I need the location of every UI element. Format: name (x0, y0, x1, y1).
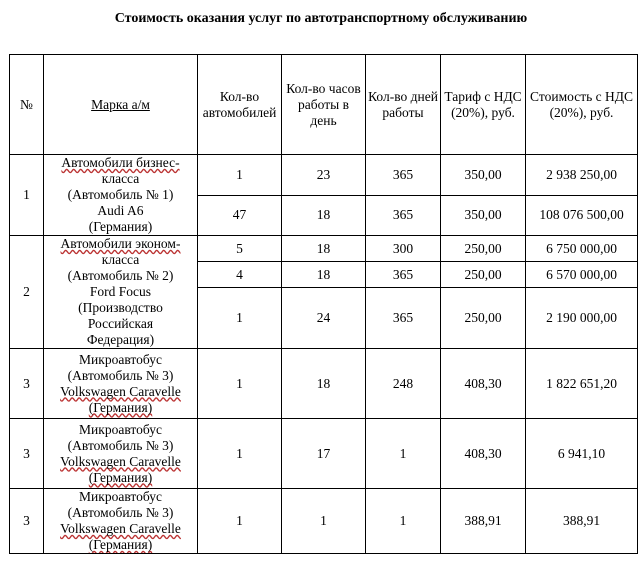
hours-cell: 24 (282, 288, 366, 349)
vehicle-brand-line: (Автомобиль № 3) (67, 505, 174, 520)
page-title: Стоимость оказания услуг по автотранспортному обслуживанию (114, 11, 528, 26)
vehicle-brand-line: Audi A6 (97, 203, 144, 218)
vehicle-brand-line: (Автомобиль № 1) (67, 187, 174, 202)
tariff-cell: 350,00 (441, 195, 526, 236)
table-body (10, 55, 638, 554)
vehicle-brand-line: (Автомобиль № 3) (67, 437, 174, 453)
vehicle-brand (44, 236, 198, 349)
header-num: № (10, 55, 44, 155)
vehicle-brand-line: класса (101, 252, 140, 267)
tariff-cell: 388,91 (441, 489, 526, 554)
days-cell: 1 (366, 419, 441, 489)
hours-cell: 18 (282, 262, 366, 288)
vehicle-brand-line: класса (101, 171, 140, 186)
vehicle-brand-line: (Германия) (88, 219, 153, 234)
row-number: 3 (10, 349, 44, 419)
vehicle-brand-line: Автомобили бизнес- (61, 155, 180, 170)
vehicle-brand-line: (Германия) (88, 537, 153, 552)
vehicle-brand-line: Volkswagen Caravelle (60, 383, 181, 399)
cost-cell: 2 938 250,00 (526, 155, 638, 196)
vehicle-brand-line: Микроавтобус (79, 421, 162, 437)
days-cell: 365 (366, 262, 441, 288)
header-cars: Кол-во автомобилей (198, 55, 282, 155)
vehicle-brand-line: Федерация) (86, 332, 155, 347)
tariff-cell: 250,00 (441, 236, 526, 262)
cost-cell: 6 750 000,00 (526, 236, 638, 262)
tariff-cell: 408,30 (441, 349, 526, 419)
vehicle-brand (44, 419, 198, 489)
vehicle-brand (44, 155, 198, 236)
vehicle-brand-line: (Автомобиль № 3) (67, 367, 174, 383)
hours-cell: 17 (282, 419, 366, 489)
cars-cell: 1 (198, 419, 282, 489)
hours-cell: 18 (282, 349, 366, 419)
table-row (10, 349, 638, 419)
vehicle-brand-line: Volkswagen Caravelle (60, 453, 181, 469)
cars-cell: 4 (198, 262, 282, 288)
vehicle-brand-line: (Германия) (88, 399, 153, 415)
header-hours: Кол-во часов работы в день (282, 55, 366, 155)
vehicle-brand-line: (Германия) (88, 469, 153, 485)
header-tariff: Тариф с НДС (20%), руб. (441, 55, 526, 155)
vehicle-brand-line: Ford Focus (89, 284, 152, 299)
tariff-cell: 250,00 (441, 288, 526, 349)
row-number: 3 (10, 419, 44, 489)
cars-cell: 1 (198, 288, 282, 349)
row-number: 3 (10, 489, 44, 554)
header-row (10, 55, 638, 155)
tariff-cell: 408,30 (441, 419, 526, 489)
header-days: Кол-во дней работы (366, 55, 441, 155)
vehicle-brand (44, 349, 198, 419)
table-row (10, 419, 638, 489)
cost-cell: 1 822 651,20 (526, 349, 638, 419)
header-brand (44, 55, 198, 155)
header-brand-label: Марка а/м (91, 96, 150, 112)
vehicle-brand-line: Микроавтобус (79, 489, 162, 504)
cost-cell: 6 570 000,00 (526, 262, 638, 288)
cars-cell: 1 (198, 155, 282, 196)
row-number: 2 (10, 236, 44, 349)
vehicle-brand-line: (Производство (78, 300, 163, 315)
vehicle-brand-line: Микроавтобус (79, 351, 162, 367)
table-row (10, 236, 638, 262)
vehicle-brand-line: Автомобили эконом- (60, 236, 181, 251)
days-cell: 248 (366, 349, 441, 419)
days-cell: 365 (366, 155, 441, 196)
vehicle-brand-line: (Автомобиль № 2) (67, 268, 174, 283)
vehicle-brand-line: Российская (87, 316, 154, 331)
services-cost-table (9, 54, 638, 554)
vehicle-brand (44, 489, 198, 554)
table-row (10, 489, 638, 554)
days-cell: 300 (366, 236, 441, 262)
cars-cell: 47 (198, 195, 282, 236)
days-cell: 1 (366, 489, 441, 554)
days-cell: 365 (366, 195, 441, 236)
table-row (10, 155, 638, 196)
row-number: 1 (10, 155, 44, 236)
cars-cell: 5 (198, 236, 282, 262)
tariff-cell: 350,00 (441, 155, 526, 196)
hours-cell: 18 (282, 236, 366, 262)
hours-cell: 1 (282, 489, 366, 554)
days-cell: 365 (366, 288, 441, 349)
vehicle-brand-line: Volkswagen Caravelle (60, 521, 181, 536)
cost-cell: 6 941,10 (526, 419, 638, 489)
hours-cell: 18 (282, 195, 366, 236)
hours-cell: 23 (282, 155, 366, 196)
cost-cell: 2 190 000,00 (526, 288, 638, 349)
tariff-cell: 250,00 (441, 262, 526, 288)
cars-cell: 1 (198, 489, 282, 554)
header-cost: Стоимость с НДС (20%), руб. (526, 55, 638, 155)
cost-cell: 388,91 (526, 489, 638, 554)
cost-cell: 108 076 500,00 (526, 195, 638, 236)
cars-cell: 1 (198, 349, 282, 419)
